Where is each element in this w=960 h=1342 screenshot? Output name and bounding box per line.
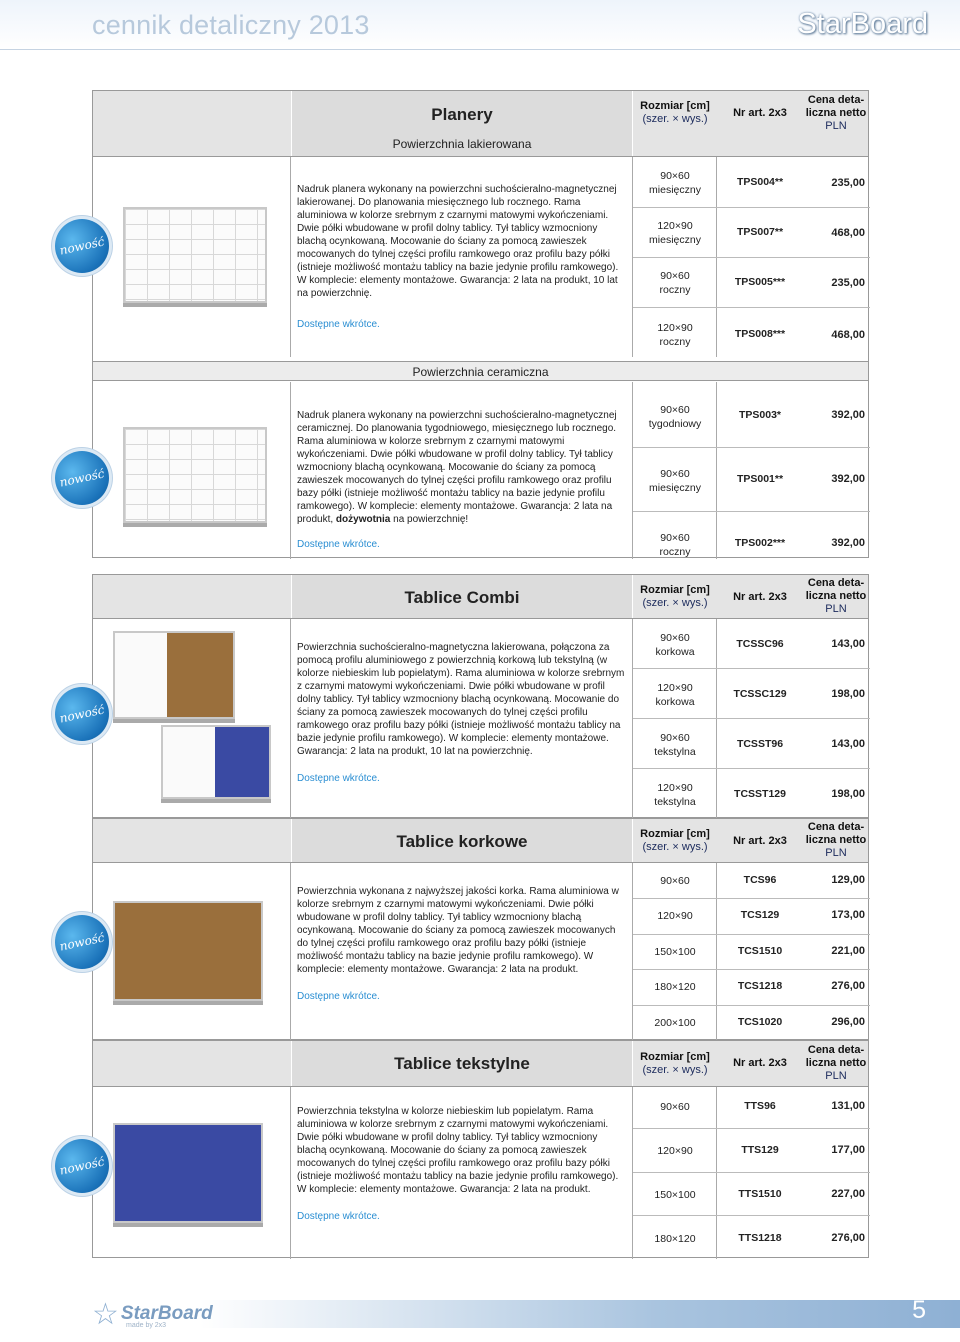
product-description: Powierzchnia suchościeralno-magnetyczna lakierowana, połączona za pomocą profilu aluminiowego z powierzchnią korkową lub tekstylną (w kolorze niebieskim lub popielatym). Rama aluminiowa w kolorze srebrnym z czarnymi matowymi wykończeniami. Dwie półki wbudowane w profil dolny tablicy. Tył tablicy wzmocniony blachą ocynkowaną. Mocowanie do ściany za pomocą zawieszek mocowanych do tylnej części profilu ramkowego oraz profilu bazy półki (istnieje możliwość montażu tablicy na bazie jedynie profilu ramkowego). W komplecie: elementy montażowe. Gwarancja: 2 lata na produkt, 10 lat na powierzchnię. Dostępne wkrótce. [297, 641, 627, 785]
subsection-title: Powierzchnia lakierowana [392, 137, 532, 151]
available-soon: Dostępne wkrótce. [297, 319, 380, 330]
footer-logo: ☆ StarBoard [92, 1298, 213, 1331]
footer-sublogo: made by 2x3 [126, 1322, 167, 1329]
section-header: Tablice Combi Rozmiar [cm] (szer. × wys.) Nr art. 2x3 Cena deta- liczna netto PLN [93, 575, 868, 619]
page-header [0, 0, 960, 50]
new-badge: nowość [50, 682, 114, 746]
product-description: Nadruk planera wykonany na powierzchni suchościeralno-magnetycznej ceramicznej. Do planowania tygodniowego, miesięcznego lub rocznego. Rama aluminiowa w kolorze srebrnym z czarnymi matowymi wykończeniami. Dwie półki wbudowane w profil dolny tablicy. Tył tablicy wzmocniony blachą ocynkowaną. Mocowanie do ściany za pomocą zawieszek mocowanych do tylnej części profilu ramkowego oraz profilu bazy półki (istnieje możliwość montażu tablicy na bazie jedynie profilu ramkowego). W komplecie: elementy montażowe. Gwarancja: 2 lata na produkt, dożywotnia na powierzchnię! Dostępne wkrótce. [297, 409, 627, 551]
section-title: Tablice korkowe [396, 832, 528, 851]
new-badge: nowość [50, 1134, 114, 1198]
product-image-combi-korkowa [113, 631, 235, 719]
section-header: Tablice korkowe Rozmiar [cm] (szer. × wys.) Nr art. 2x3 Cena deta- liczna netto PLN [93, 819, 868, 863]
product-description: Powierzchnia wykonana z najwyższej jakości korka. Rama aluminiowa w kolorze srebrnym z czarnymi matowymi wykończeniami. Dwie półki wbudowane w profil dolny tablicy. Tył tablicy wzmocniony blachą ocynkowaną. Mocowanie do ściany za pomocą zawieszek mocowanych do tylnej części profilu ramkowego oraz profilu bazy półki (istnieje możliwość montażu tablicy na bazie jedynie profilu ramkowego). W komplecie: elementy montażowe. Gwarancja: 2 lata na produkt. Dostępne wkrótce. [297, 885, 627, 1003]
product-image-tekstylna [113, 1123, 263, 1223]
section-korkowe: Tablice korkowe Rozmiar [cm] (szer. × wys.) Nr art. 2x3 Cena deta- liczna netto PLN nowość Powierzchnia wykonana z najwyższej jakości korka. Rama aluminiowa w kolorze srebrnym z czarnymi matowymi wykończeniami. Dwie półki wbudowane w profil dolny tablicy. Tył tablicy wzmocniony blachą ocynkowaną. Mocowanie do ściany za pomocą zawieszek mocowanych do tylnej części profilu ramkowego oraz profilu bazy półki (istnieje możliwość montażu tablicy na bazie jedynie profilu ramkowego). W komplecie: elementy montażowe. Gwarancja: 2 lata na produkt. Dostępne wkrótce. 90×60 TCS96 129,00 120×90 TCS129 173,00 150×100 TCS1510 221,00 180×120 TCS1218 276,00 200×100 TCS1020 296,00 [92, 818, 869, 1040]
available-soon: Dostępne wkrótce. [297, 991, 380, 1002]
brand-logo: StarBoard [797, 8, 928, 40]
star-icon: ☆ [92, 1298, 119, 1331]
section-combi: Tablice Combi Rozmiar [cm] (szer. × wys.) Nr art. 2x3 Cena deta- liczna netto PLN nowość Powierzchnia suchościeralno-magnetyczna lakierowana, połączona za pomocą profilu aluminiowego z powierzchnią korkową lub tekstylną (w kolorze niebieskim lub popielatym). Rama aluminiowa w kolorze srebrnym z czarnymi matowymi wykończeniami. Dwie półki wbudowane w profil dolny tablicy. Tył tablicy wzmocniony blachą ocynkowaną. Mocowanie do ściany za pomocą zawieszek mocowanych do tylnej części profilu ramkowego oraz profilu bazy półki (istnieje możliwość montażu tablicy na bazie jedynie profilu ramkowego). W komplecie: elementy montażowe. Gwarancja: 2 lata na produkt, 10 lat na powierzchnię. Dostępne wkrótce. 90×60 korkowa TCSSC96 143,00 120×90 korkowa TCSSC129 198,00 90×60 tekstylna TCSST96 143,00 120×90 tekstylna TCSST129 198,00 [92, 574, 869, 818]
section-tekstylne: Tablice tekstylne Rozmiar [cm] (szer. × wys.) Nr art. 2x3 Cena deta- liczna netto PLN nowość Powierzchnia tekstylna w kolorze niebieskim lub popielatym. Rama aluminiowa w kolorze srebrnym z czarnymi matowymi wykończeniami. Dwie półki wbudowane w profil dolny tablicy. Tył tablicy wzmocniony blachą ocynkowaną. Mocowanie do ściany za pomocą zawieszek mocowanych do tylnej części profilu ramkowego oraz profilu bazy półki (istnieje możliwość montażu tablicy na bazie jedynie profilu ramkowego). W komplecie: elementy montażowe. Gwarancja: 2 lata na produkt. Dostępne wkrótce. 90×60 TTS96 131,00 120×90 TTS129 177,00 150×100 TTS1510 227,00 180×120 TTS1218 276,00 [92, 1040, 869, 1258]
page-number: 5 [912, 1296, 926, 1324]
new-badge: nowość [50, 214, 114, 278]
section-header: Tablice tekstylne Rozmiar [cm] (szer. × wys.) Nr art. 2x3 Cena deta- liczna netto PLN [93, 1041, 868, 1087]
new-badge: nowość [50, 446, 114, 510]
product-image-planer-lakierowany [123, 207, 267, 303]
available-soon: Dostępne wkrótce. [297, 1211, 380, 1222]
page-title: cennik detaliczny 2013 [92, 10, 370, 40]
product-description: Powierzchnia tekstylna w kolorze niebieskim lub popielatym. Rama aluminiowa w kolorze srebrnym z czarnymi matowymi wykończeniami. Dwie półki wbudowane w profil dolny tablicy. Tył tablicy wzmocniony blachą ocynkowaną. Mocowanie do ściany za pomocą zawieszek mocowanych do tylnej części profilu ramkowego oraz profilu bazy półki (istnieje możliwość montażu tablicy na bazie jedynie profilu ramkowego). W komplecie: elementy montażowe. Gwarancja: 2 lata na produkt. Dostępne wkrótce. [297, 1105, 627, 1223]
section-planery: Planery Powierzchnia lakierowana Rozmiar [cm] (szer. × wys.) Nr art. 2x3 Cena deta- liczna netto PLN nowość Nadruk planera wykonany na powierzchni suchościeralno-magnetycznej lakierowanej. Do planowania miesięcznego lub rocznego. Rama aluminiowa w kolorze srebrnym z czarnymi matowymi wykończeniami. Dwie półki wbudowane w profil dolny tablicy. Tył tablicy wzmocniony blachą ocynkowaną. Mocowanie do ściany za pomocą zawieszek mocowanych do tylnej części profilu ramkowego oraz profilu bazy półki (istnieje możliwość montażu tablicy na bazie jedynie profilu ramkowego). W komplecie: elementy montażowe. Gwarancja: 2 lata na produkt, 10 lat na powierzchnię. Dostępne wkrótce. 90×60 miesięczny TPS004** 235,00 120×90 miesięczny TPS007** 468,00 90×60 roczny TPS005*** 235,00 120×90 roczny TPS008*** 468,00 Powierzchnia ceramiczna nowość Nadruk planera wykonany na powierzchni suchościeralno-magnetycznej ceramicznej. Do planowania tygodniowego, miesięcznego lub rocznego. Rama aluminiowa w kolorze srebrnym z czarnymi matowymi wykończeniami. Dwie półki wbudowane w profil dolny tablicy. Tył tablicy wzmocniony blachą ocynkowaną. Mocowanie do ściany za pomocą zawieszek mocowanych do tylnej części profilu ramkowego oraz profilu bazy półki (istnieje możliwość montażu tablicy na bazie jedynie profilu ramkowego). W komplecie: elementy montażowe. Gwarancja: 2 lata na produkt, dożywotnia na powierzchnię! Dostępne wkrótce. 90×60 tygodniowy TPS003* 392,00 90×60 miesięczny TPS001** 392,00 90×60 roczny TPS002*** 392,00 [92, 90, 869, 558]
product-image-combi-tekstylna [161, 725, 271, 799]
available-soon: Dostępne wkrótce. [297, 773, 380, 784]
product-image-planer-ceramiczny [123, 427, 267, 523]
product-image-korkowa [113, 901, 263, 1001]
col-size: Rozmiar [cm] (szer. × wys.) [640, 100, 710, 125]
available-soon: Dostępne wkrótce. [297, 539, 380, 550]
new-badge: nowość [50, 910, 114, 974]
col-art: Nr art. 2x3 [733, 107, 787, 119]
section-header [93, 91, 868, 157]
section-title: Tablice Combi [404, 588, 520, 607]
section-title: Planery [431, 105, 493, 124]
col-price: Cena deta- liczna netto PLN [805, 94, 867, 132]
product-description: Nadruk planera wykonany na powierzchni suchościeralno-magnetycznej lakierowanej. Do planowania miesięcznego lub rocznego. Rama aluminiowa w kolorze srebrnym z czarnymi matowymi wykończeniami. Dwie półki wbudowane w profil dolny tablicy. Tył tablicy wzmocniony blachą ocynkowaną. Mocowanie do ściany za pomocą zawieszek mocowanych do tylnej części profilu ramkowego oraz profilu bazy półki (istnieje możliwość montażu tablicy na bazie jedynie profilu ramkowego). W komplecie: elementy montażowe. Gwarancja: 2 lata na produkt, 10 lat na powierzchnię. Dostępne wkrótce. [297, 183, 627, 331]
page-footer [0, 1288, 960, 1342]
subsection-title: Powierzchnia ceramiczna [93, 361, 868, 381]
section-title: Tablice tekstylne [394, 1054, 530, 1073]
